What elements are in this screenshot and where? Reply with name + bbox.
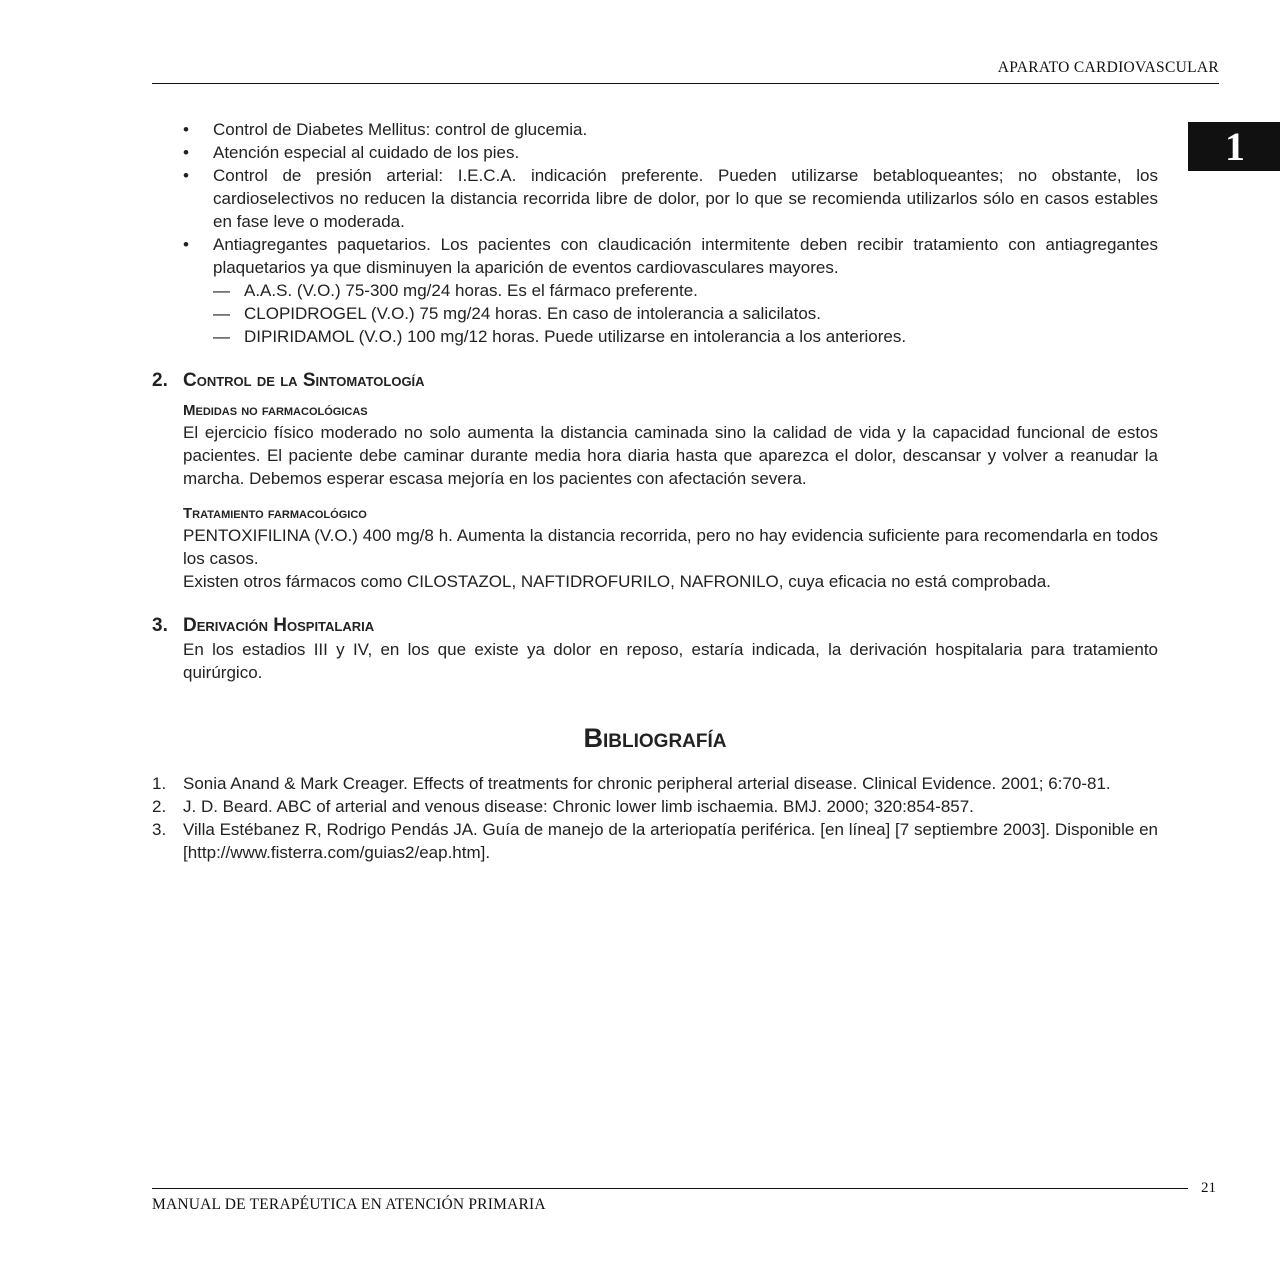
bibliography-title: Bibliografía xyxy=(583,723,727,753)
list-item xyxy=(152,118,1158,141)
reference-number: 1. xyxy=(152,774,167,793)
section-title: Derivación Hospitalaria xyxy=(183,615,375,636)
page-number: 21 xyxy=(1201,1180,1216,1196)
reference-number: 2. xyxy=(152,797,167,816)
reference-text: Villa Estébanez R, Rodrigo Pendás JA. Guía de manejo de la arteriopatía periférica. [en línea] [7 septiembre 2003]. Disponible en [http://www.fisterra.com/guias2/eap.htm]. xyxy=(183,820,1158,862)
reference-number: 3. xyxy=(152,820,167,839)
bullet-text: Control de Diabetes Mellitus: control de glucemia. xyxy=(213,120,588,139)
footer-divider xyxy=(152,1188,1188,1189)
dash-text: CLOPIDROGEL (V.O.) 75 mg/24 horas. En caso de intolerancia a salicilatos. xyxy=(244,304,822,323)
bullet-mark: • xyxy=(183,235,189,254)
paragraph: Existen otros fármacos como CILOSTAZOL, NAFTIDROFURILO, NAFRONILO, cuya eficacia no está comprobada. xyxy=(183,572,1051,591)
dash-mark: — xyxy=(213,304,230,323)
reference-text: J. D. Beard. ABC of arterial and venous disease: Chronic lower limb ischaemia. BMJ. 2000; 320:854-857. xyxy=(183,797,974,816)
list-item xyxy=(213,325,1158,348)
reference-item xyxy=(152,772,1158,795)
subsection-title: Tratamiento farmacológico xyxy=(183,505,367,522)
section-body xyxy=(152,401,1158,593)
bullet-list xyxy=(152,118,1158,348)
dash-mark: — xyxy=(213,327,230,346)
paragraph: En los estadios III y IV, en los que existe ya dolor en reposo, estaría indicada, la derivación hospitalaria para tratamiento quirúrgico. xyxy=(183,640,1158,682)
chapter-tab: 1 xyxy=(1188,122,1280,171)
section-number: 2. xyxy=(152,370,168,391)
page-content xyxy=(152,118,1158,864)
reference-text: Sonia Anand & Mark Creager. Effects of treatments for chronic peripheral arterial disease. Clinical Evidence. 2001; 6:70-81. xyxy=(183,774,1111,793)
dash-list xyxy=(213,279,1158,348)
bullet-mark: • xyxy=(183,143,189,162)
section-heading xyxy=(152,369,1158,393)
running-footer: MANUAL DE TERAPÉUTICA EN ATENCIÓN PRIMARIA xyxy=(152,1196,546,1213)
header-divider xyxy=(152,83,1219,84)
bullet-text: Control de presión arterial: I.E.C.A. indicación preferente. Pueden utilizarse betabloqueantes; no obstante, los cardioselectivos no reducen la distancia recorrida libre de dolor, por lo que se recomienda utilizarlos sólo en casos estables en fase leve o moderada. xyxy=(213,166,1158,231)
reference-item xyxy=(152,795,1158,818)
dash-text: A.A.S. (V.O.) 75-300 mg/24 horas. Es el fármaco preferente. xyxy=(244,281,698,300)
section-title: Control de la Sintomatología xyxy=(183,370,425,391)
reference-item xyxy=(152,818,1158,864)
paragraph: El ejercicio físico moderado no solo aumenta la distancia caminada sino la calidad de vida y la capacidad funcional de estos pacientes. El paciente debe caminar durante media hora diaria hasta que aparezca el dolor, descansar y volver a reanudar la marcha. Debemos esperar escasa mejoría en los pacientes con afectación severa. xyxy=(183,423,1158,488)
reference-list xyxy=(152,772,1158,864)
section-body xyxy=(152,638,1158,684)
section-heading xyxy=(152,614,1158,638)
bullet-mark: • xyxy=(183,120,189,139)
list-item xyxy=(213,279,1158,302)
list-item xyxy=(213,302,1158,325)
paragraph: PENTOXIFILINA (V.O.) 400 mg/8 h. Aumenta la distancia recorrida, pero no hay evidencia suficiente para recomendarla en todos los casos. xyxy=(183,526,1158,568)
bullet-mark: • xyxy=(183,166,189,185)
dash-mark: — xyxy=(213,281,230,300)
list-item xyxy=(152,141,1158,164)
running-header: APARATO CARDIOVASCULAR xyxy=(997,59,1219,76)
list-item xyxy=(152,164,1158,233)
dash-text: DIPIRIDAMOL (V.O.) 100 mg/12 horas. Puede utilizarse en intolerancia a los anteriores. xyxy=(244,327,907,346)
bullet-text: Atención especial al cuidado de los pies. xyxy=(213,143,520,162)
subsection-title: Medidas no farmacológicas xyxy=(183,402,368,419)
section-number: 3. xyxy=(152,615,168,636)
bullet-text: Antiagregantes paquetarios. Los pacientes con claudicación intermitente deben recibir tratamiento con antiagregantes plaquetarios ya que disminuyen la aparición de eventos cardiovasculares mayores. xyxy=(213,235,1158,277)
list-item xyxy=(152,233,1158,348)
